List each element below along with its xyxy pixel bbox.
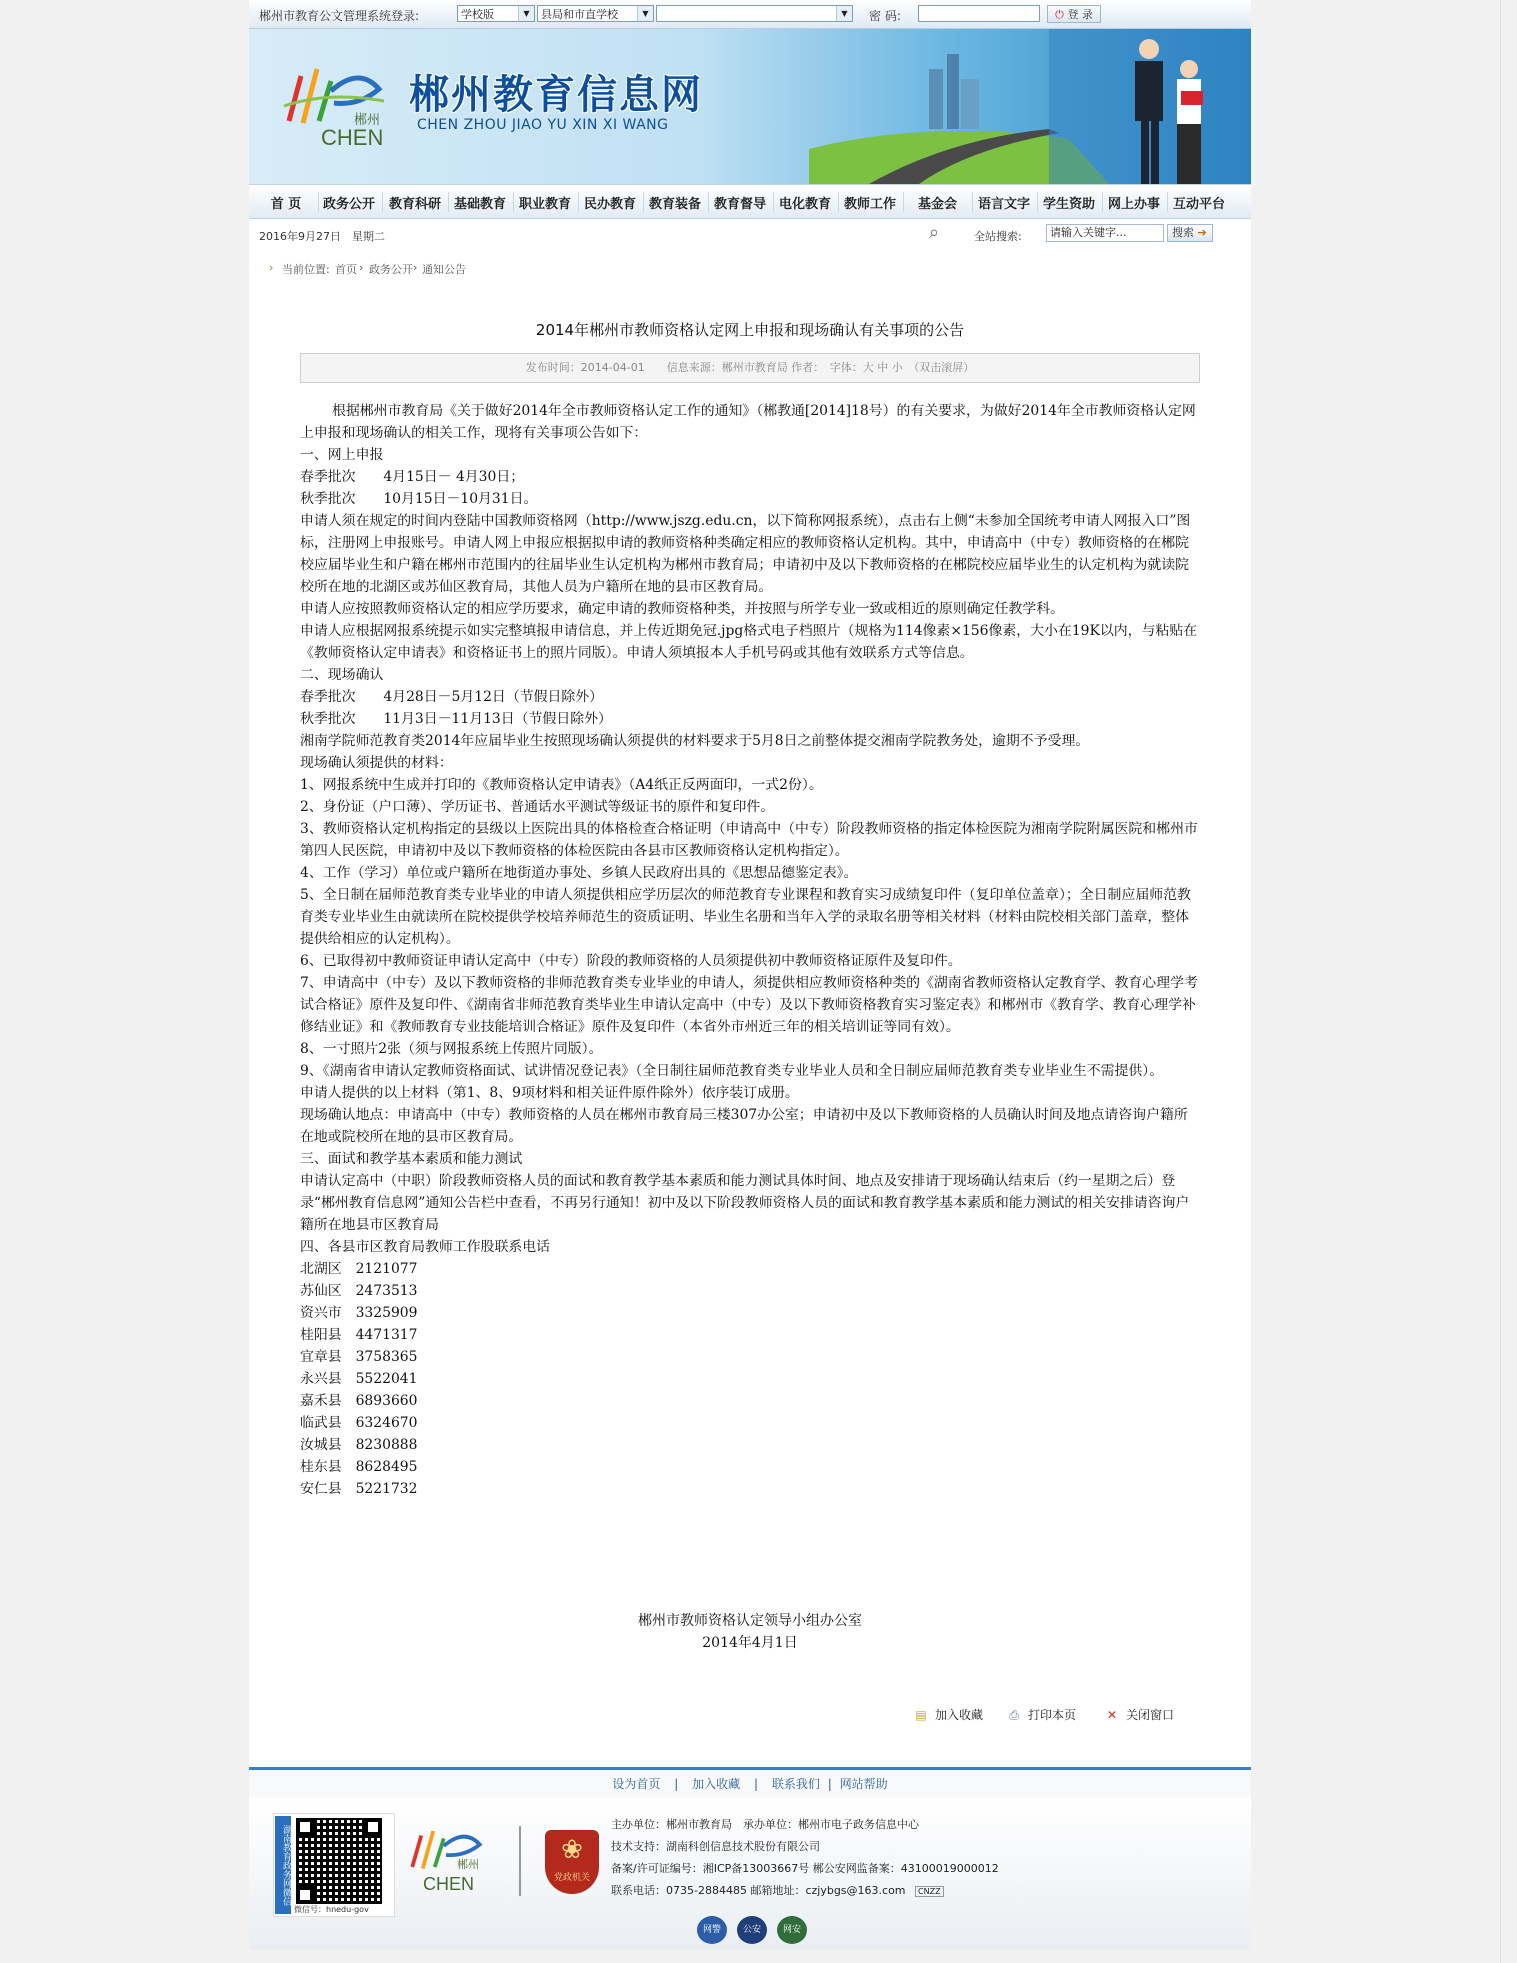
- password-field[interactable]: [918, 5, 1040, 22]
- print-label: 打印本页: [1028, 1708, 1077, 1722]
- footer-divider: |: [827, 1777, 832, 1791]
- nav-divider: [382, 192, 383, 212]
- search-label: 全站搜索:: [974, 230, 1022, 243]
- page-container: [249, 0, 1251, 1950]
- nav-divider: [1037, 192, 1038, 212]
- chevron-down-icon: ▼: [518, 6, 534, 21]
- article-paragraph: 申请人提供的以上材料（第1、8、9项材料和相关证件原件除外）依序装订成册。: [300, 1085, 799, 1101]
- nav-item-e-education[interactable]: 电化教育: [778, 197, 831, 212]
- phone-row: [300, 1390, 1200, 1412]
- phone-area: 临武县: [300, 1415, 342, 1431]
- article-paragraph: 根据郴州市教育局《关于做好2014年全市教师资格认定工作的通知》（郴教通[2014]18号）的有关要求，为做好2014年全市教师资格认定网上申报和现场确认的相关工作，现将有关事项公告如下：: [300, 403, 1196, 441]
- nav-item-private[interactable]: 民办教育: [583, 197, 636, 212]
- phone-number: 5522041: [355, 1371, 418, 1387]
- article-paragraph: 申请人应根据网报系统提示如实完整填报申请信息，并上传近期免冠.jpg格式电子档照片（规格为114像素×156像素，大小在19K以内，与粘贴在《教师资格认定申请表》和资格证书上的照片同版）。申请人须填报本人手机号码或其他有效联系方式等信息。: [300, 623, 1198, 661]
- nav-divider: [1102, 192, 1103, 212]
- banner-scene-image: [809, 29, 1251, 184]
- login-button[interactable]: [1047, 5, 1101, 23]
- nav-item-basic-education[interactable]: 基础教育: [453, 197, 506, 212]
- article-paragraph: 申请人须在规定的时间内登陆中国教师资格网（http://www.jszg.edu.cn，以下简称网报系统），点击右上侧“未参加全国统考申请人网报入口”图标，注册网上申报账号。申请人网上申报应根据拟申请的教师资格种类确定相应的教师资格认定机构。其中，申请高中（中专）教师资格的在郴院校应届毕业生和户籍在郴州市范围内的往届毕业生认定机构为郴州市教育局；申请初中及以下教师资格的在郴院校应届毕业生的认定机构为就读院校所在地的北湖区或苏仙区教育局，其他人员为户籍所在地的县市区教育局。: [300, 513, 1191, 595]
- phone-area: 桂阳县: [300, 1327, 342, 1343]
- bullet-icon: ›: [269, 261, 274, 274]
- wechat-qr-panel: [273, 1813, 395, 1917]
- weekday-text: 星期二: [352, 230, 385, 243]
- footer-contact: [611, 1880, 999, 1903]
- nav-divider: [708, 192, 709, 212]
- phone-row: [300, 1324, 1200, 1346]
- gov-emblem-icon: ❀: [561, 1835, 583, 1865]
- password-label: 密 码:: [869, 9, 901, 23]
- article-paragraph: 现场确认地点：申请高中（中专）教师资格的人员在郴州市教育局三楼307办公室；申请初中及以下教师资格的人员确认时间及地点请咨询户籍所在地或院校所在地的县市区教育局。: [300, 1107, 1188, 1145]
- section-heading: 三、面试和教学基本素质和能力测试: [300, 1151, 523, 1167]
- nav-item-home[interactable]: 首 页: [270, 197, 302, 212]
- qr-side-label: 湖南教育政务网微信: [275, 1816, 291, 1914]
- edition-select-value: 学校版: [461, 8, 494, 21]
- phone-area: 资兴市: [300, 1305, 342, 1321]
- footer-organizer: 主办单位：郴州市教育局 承办单位：郴州市电子政务信息中心: [611, 1818, 919, 1831]
- footer-divider: [519, 1826, 521, 1896]
- add-favorite-label: 加入收藏: [935, 1708, 984, 1722]
- phone-row: [300, 1280, 1200, 1302]
- nav-item-teacher-work[interactable]: 教师工作: [843, 197, 896, 212]
- login-label: 郴州市教育公文管理系统登录:: [259, 9, 420, 23]
- school-select[interactable]: [656, 5, 853, 22]
- nav-item-supervision[interactable]: 教育督导: [713, 197, 766, 212]
- phone-number: 5221732: [355, 1481, 418, 1497]
- footer-divider: |: [674, 1777, 679, 1791]
- chevron-right-icon: ›: [359, 261, 364, 274]
- nav-item-research[interactable]: 教育科研: [388, 197, 441, 212]
- phone-row: [300, 1434, 1200, 1456]
- phone-area: 汝城县: [300, 1437, 342, 1453]
- qr-finder-icon: [296, 1818, 314, 1836]
- article-paragraph: 秋季批次 10月15日－10月31日。: [300, 491, 538, 507]
- date-search-row: [249, 219, 1251, 247]
- footer-license: 备案/许可证编号：湘ICP备13003667号 郴公安网监备案：43100019000012: [611, 1862, 999, 1875]
- window-scroll-edge: [1500, 0, 1501, 1963]
- phone-row: [300, 1478, 1200, 1500]
- site-title: 郴州教育信息网: [409, 72, 703, 118]
- cyber-police-icon[interactable]: [697, 1916, 727, 1944]
- phone-number: 3325909: [355, 1305, 418, 1321]
- qr-caption: 微信号：hnedu-gov: [294, 1905, 369, 1914]
- phone-area: 桂东县: [300, 1459, 342, 1475]
- phone-number: 2121077: [355, 1261, 418, 1277]
- nav-item-interaction[interactable]: 互动平台: [1172, 197, 1225, 212]
- article-paragraph: 春季批次 4月28日－5月12日（节假日除外）: [300, 689, 604, 705]
- nav-item-equipment[interactable]: 教育装备: [648, 197, 701, 212]
- close-icon: ✕: [1106, 1708, 1118, 1722]
- folder-icon: ▤: [915, 1708, 927, 1722]
- main-nav: [249, 184, 1251, 219]
- article-signature: [249, 1610, 1251, 1654]
- search-button[interactable]: [1167, 224, 1213, 242]
- net-security-label: 网安: [782, 1925, 801, 1935]
- article-paragraph: 春季批次 4月15日－ 4月30日；: [300, 469, 525, 485]
- nav-divider: [903, 192, 904, 212]
- login-bar: [249, 0, 1251, 29]
- phone-area: 苏仙区: [300, 1283, 342, 1299]
- net-security-icon[interactable]: [777, 1916, 807, 1944]
- article-paragraph: 现场确认须提供的材料：: [300, 755, 453, 771]
- nav-divider: [643, 192, 644, 212]
- phone-number: 8230888: [355, 1437, 418, 1453]
- footer-link-contact[interactable]: 联系我们: [771, 1777, 820, 1791]
- article-paragraph: 申请人应按照教师资格认定的相应学历要求，确定申请的教师资格种类，并按照与所学专业一致或相近的原则确定任教学科。: [300, 601, 1064, 617]
- footer-info: [611, 1814, 999, 1903]
- phone-row: [300, 1346, 1200, 1368]
- phone-number: 6893660: [355, 1393, 418, 1409]
- nav-divider: [1167, 192, 1168, 212]
- article-body: [300, 400, 1200, 1500]
- site-subtitle: CHEN ZHOU JIAO YU XIN XI WANG: [417, 117, 669, 133]
- current-date: [259, 228, 385, 244]
- search-button-label: 搜索: [1172, 226, 1194, 239]
- phone-row: [300, 1368, 1200, 1390]
- logo-cn-text: 郴州: [354, 113, 381, 128]
- article-paragraph: 4、工作（学习）单位或户籍所在地街道办事处、乡镇人民政府出具的《思想品德鉴定表》。: [300, 865, 858, 881]
- printer-icon: ⎙: [1009, 1708, 1019, 1722]
- phone-list: [300, 1258, 1200, 1500]
- qr-finder-icon: [296, 1886, 314, 1904]
- breadcrumb-government[interactable]: 政务公开: [369, 263, 413, 276]
- region-select-value: 县局和市直学校: [541, 8, 618, 21]
- section-heading: 一、网上申报: [300, 447, 384, 463]
- breadcrumb-label: 当前位置:: [282, 263, 330, 276]
- nav-item-language[interactable]: 语言文字: [977, 197, 1030, 212]
- article-paragraph: 秋季批次 11月3日－11月13日（节假日除外）: [300, 711, 612, 727]
- signature-date: 2014年4月1日: [702, 1635, 798, 1651]
- add-favorite-button[interactable]: [913, 1706, 983, 1723]
- phone-row: [300, 1258, 1200, 1280]
- nav-divider: [838, 192, 839, 212]
- article-paragraph: 8、一寸照片2张（须与网报系统上传照片同版）。: [300, 1041, 603, 1057]
- breadcrumb: [249, 258, 1251, 278]
- article-paragraph: 9、《湖南省申请认定教师资格面试、试讲情况登记表》（全日制往届师范教育类专业毕业人员和全日制应届师范教育类专业毕业生不需提供）。: [300, 1063, 1164, 1079]
- phone-number: 6324670: [355, 1415, 418, 1431]
- phone-row: [300, 1456, 1200, 1478]
- article-paragraph: 5、全日制在届师范教育类专业毕业的申请人须提供相应学历层次的师范教育专业课程和教育实习成绩复印件（复印单位盖章）；全日制应届师范教育类专业毕业生由就读所在院校提供学校培养师范生的资质证明、毕业生名册和当年入学的录取名册等相关材料（材料由院校相关部门盖章，整体提供给相应的认定机构）。: [300, 887, 1191, 947]
- footer-nav: [249, 1767, 1251, 1798]
- article-paragraph: 6、已取得初中教师资证申请认定高中（中专）阶段的教师资格的人员须提供初中教师资格证原件及复印件。: [300, 953, 962, 969]
- site-footer: [249, 1798, 1251, 1950]
- chevron-down-icon: ▼: [637, 6, 653, 21]
- power-icon: ⏻: [1055, 8, 1064, 21]
- phone-area: 永兴县: [300, 1371, 342, 1387]
- gov-badge[interactable]: [545, 1830, 599, 1894]
- nav-item-foundation[interactable]: 基金会: [917, 197, 957, 212]
- article-paragraph: 申请认定高中（中职）阶段教师资格人员的面试和教育教学基本素质和能力测试具体时间、地点及安排请于现场确认结束后（约一星期之后）登录“郴州教育信息网”通知公告栏中查看，不再另行通知！初中及以下阶段教师资格人员的面试和教育教学基本素质和能力测试的相关安排请咨询户籍所在地县市区教育局: [300, 1173, 1190, 1233]
- phone-number: 2473513: [355, 1283, 418, 1299]
- qr-finder-icon: [364, 1818, 382, 1836]
- signature-org: 郴州市教师资格认定领导小组办公室: [638, 1613, 862, 1629]
- nav-divider: [513, 192, 514, 212]
- search-input[interactable]: 请输入关键字...: [1046, 224, 1164, 242]
- nav-item-vocational[interactable]: 职业教育: [518, 197, 571, 212]
- article-paragraph: 7、申请高中（中专）及以下教师资格的非师范教育类专业毕业的申请人，须提供相应教师资格种类的《湖南省教师资格认定教育学、教育心理学考试合格证》原件及复印件、《湖南省非师范教育类毕业生申请认定高中（中专）及以下教师资格教育实习鉴定表》和郴州市《教育学、教育心理学补修结业证》和《教师教育专业技能培训合格证》原件及复印件（本省外市州近三年的相关培训证等同有效）。: [300, 975, 1198, 1035]
- phone-number: 8628495: [355, 1459, 418, 1475]
- article-meta: 发布时间：2014-04-01 信息来源：郴州市教育局 作者： 字体：大 中 小 （双击滚屏）: [300, 353, 1200, 383]
- breadcrumb-notices[interactable]: 通知公告: [422, 263, 466, 276]
- login-button-label: 登 录: [1067, 8, 1093, 21]
- phone-row: [300, 1302, 1200, 1324]
- article-paragraph: 2、身份证（户口薄）、学历证书、普通话水平测试等级证书的原件和复印件。: [300, 799, 775, 815]
- footer-link-set-home[interactable]: 设为首页: [612, 1777, 661, 1791]
- footer-contact-text: 联系电话：0735-2884485 邮箱地址：czjybgs@163.com: [611, 1884, 906, 1897]
- footer-divider: |: [753, 1777, 759, 1791]
- footer-logo-en: CHEN: [423, 1874, 475, 1894]
- footer-logo-icon: [401, 1822, 491, 1882]
- cnzz-stat-badge[interactable]: CNZZ: [915, 1886, 944, 1897]
- nav-item-government[interactable]: 政务公开: [322, 197, 375, 212]
- phone-area: 北湖区: [300, 1261, 342, 1277]
- nav-item-online-services[interactable]: 网上办事: [1107, 197, 1160, 212]
- section-heading: 四、各县市区教育局教师工作股联系电话: [300, 1239, 551, 1255]
- nav-divider: [448, 192, 449, 212]
- phone-number: 3758365: [355, 1349, 418, 1365]
- site-banner: [249, 29, 1251, 184]
- search-icon: ⌕: [929, 222, 940, 243]
- nav-item-student-aid[interactable]: 学生资助: [1042, 197, 1095, 212]
- chevron-down-icon: ▼: [836, 6, 852, 21]
- footer-logo-cn: 郴州: [457, 1858, 479, 1871]
- police-icon[interactable]: [737, 1916, 767, 1944]
- nav-divider: [773, 192, 774, 212]
- gov-badge-label: 党政机关: [553, 1873, 590, 1883]
- region-select[interactable]: [537, 5, 654, 22]
- phone-number: 4471317: [355, 1327, 418, 1343]
- phone-area: 嘉禾县: [300, 1393, 342, 1409]
- nav-divider: [578, 192, 579, 212]
- section-heading: 二、现场确认: [300, 667, 384, 683]
- footer-link-add-favorite[interactable]: 加入收藏: [692, 1777, 741, 1791]
- cyber-police-label: 网警: [702, 1925, 721, 1935]
- phone-area: 宜章县: [300, 1349, 342, 1365]
- logo-en-text: CHEN: [321, 125, 384, 150]
- article-paragraph: 湘南学院师范教育类2014年应届毕业生按照现场确认须提供的材料要求于5月8日之前整体提交湘南学院教务处，逾期不予受理。: [300, 733, 1090, 749]
- qr-code-icon: [296, 1818, 382, 1904]
- chevron-right-icon: ›: [413, 261, 418, 274]
- close-window-label: 关闭窗口: [1126, 1708, 1175, 1722]
- edition-select[interactable]: [457, 5, 535, 22]
- article-paragraph: 3、教师资格认定机构指定的县级以上医院出具的体格检查合格证明（申请高中（中专）阶段教师资格的指定体检医院为湘南学院附属医院和郴州市第四人民医院，申请初中及以下教师资格的体检医院由各县市区教师资格认定机构指定）。: [300, 821, 1198, 859]
- footer-link-help[interactable]: 网站帮助: [839, 1777, 888, 1791]
- police-label: 公安: [742, 1925, 761, 1935]
- arrow-right-icon: ➔: [1197, 226, 1207, 239]
- footer-tech-support: 技术支持：湖南科创信息技术股份有限公司: [611, 1840, 820, 1853]
- print-button[interactable]: [1006, 1706, 1076, 1723]
- phone-row: [300, 1412, 1200, 1434]
- nav-divider: [972, 192, 973, 212]
- article-title: 2014年郴州市教师资格认定网上申报和现场确认有关事项的公告: [535, 321, 965, 339]
- footer-logo: [401, 1816, 491, 1906]
- date-text: 2016年9月27日: [259, 230, 341, 243]
- close-window-button[interactable]: [1104, 1706, 1174, 1723]
- phone-area: 安仁县: [300, 1481, 342, 1497]
- article-paragraph: 1、网报系统中生成并打印的《教师资格认定申请表》（A4纸正反两面印，一式2份）。: [300, 777, 823, 793]
- breadcrumb-home[interactable]: 首页: [335, 263, 357, 276]
